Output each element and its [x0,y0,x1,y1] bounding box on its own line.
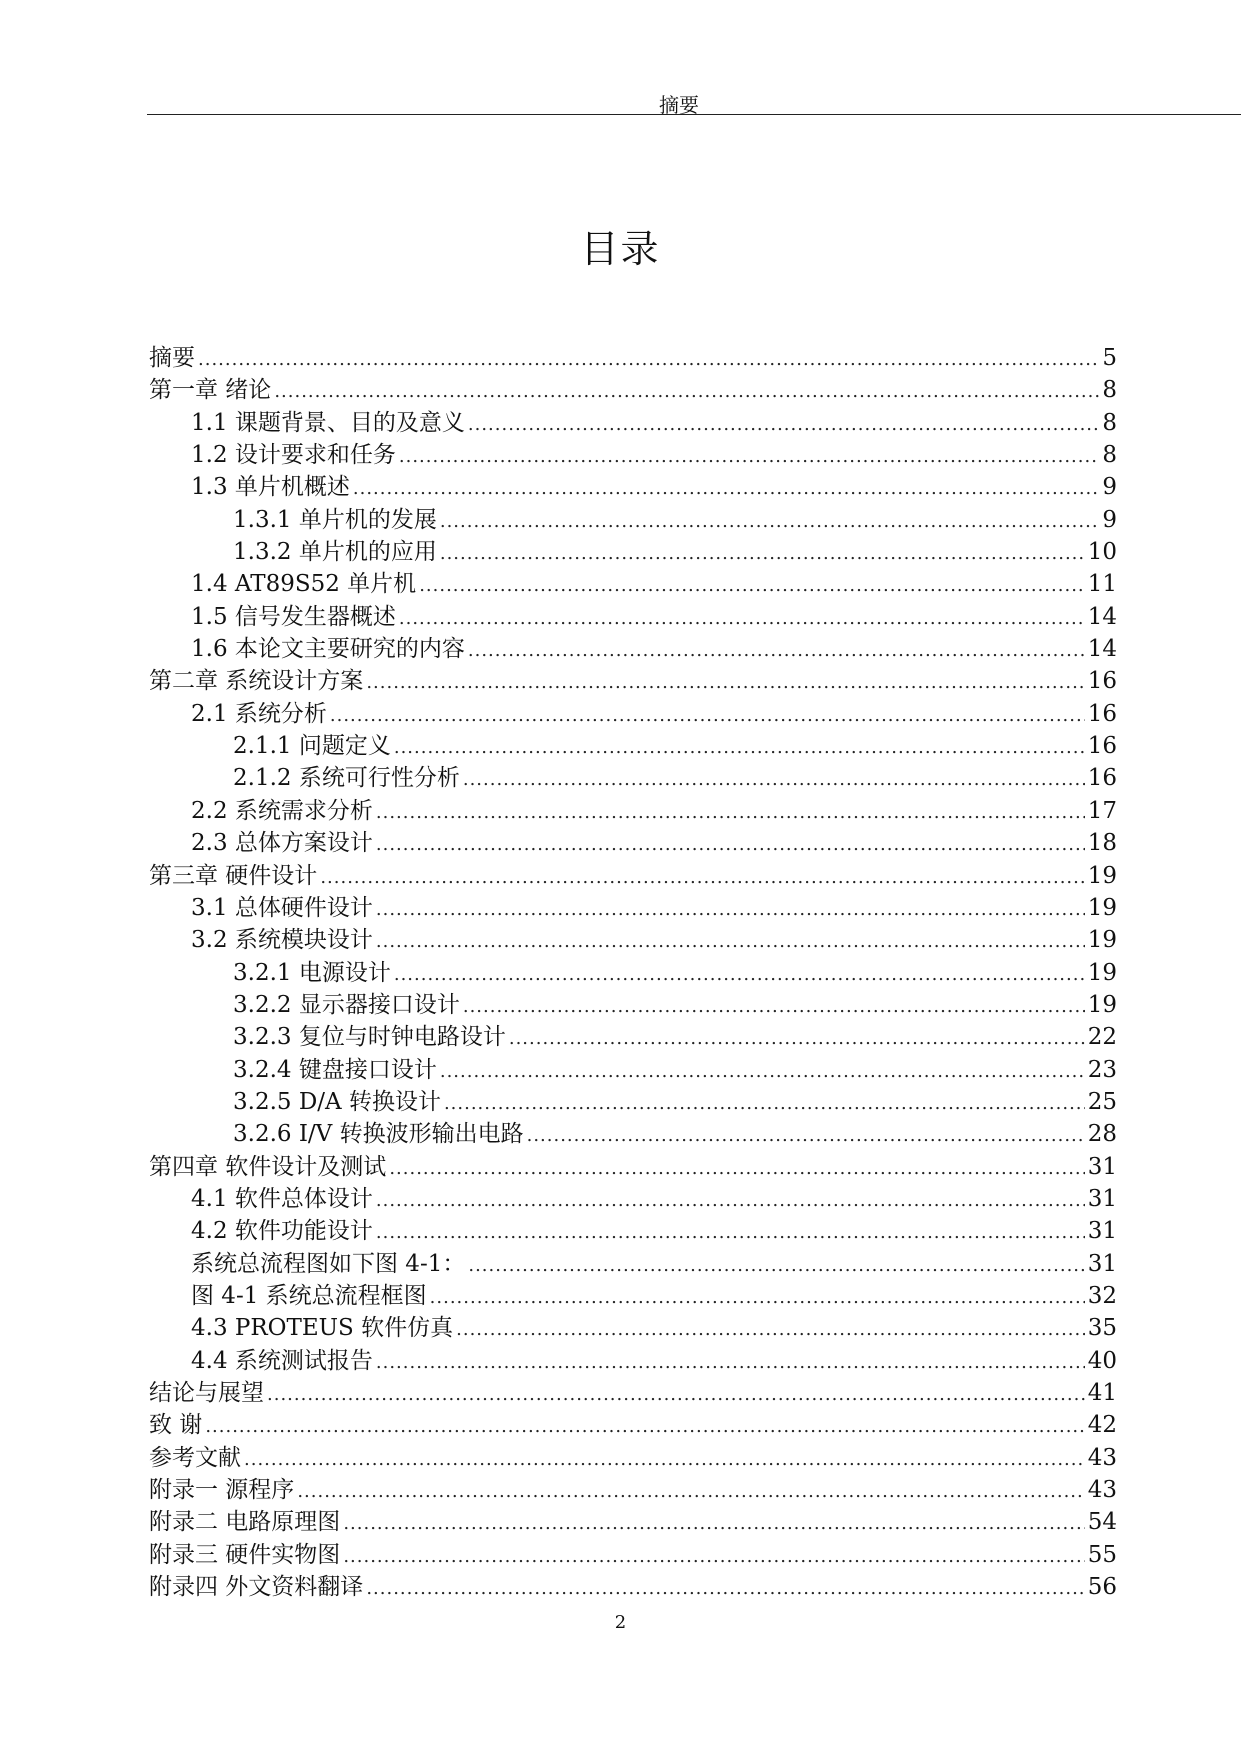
toc-dot-leader [399,441,1099,473]
toc-entry-page: 41 [1087,1380,1117,1406]
toc-entry-text: 3.2.3 复位与时钟电路设计 [233,1024,506,1051]
toc-entry-page: 16 [1087,668,1117,695]
toc-entry-page: 10 [1087,539,1117,566]
toc-dot-leader [463,991,1085,1023]
toc-title: 目录 [580,227,661,271]
toc-dot-leader [419,570,1085,602]
toc-entry[interactable] [149,892,1117,924]
toc-entry-text: 附录四 外文资料翻译 [149,1574,364,1601]
toc-entry-page: 55 [1087,1541,1117,1568]
toc-entry-text: 摘要 [149,345,195,371]
toc-entry-page: 19 [1087,927,1117,954]
toc-entry[interactable] [149,827,1117,859]
toc-entry-page: 19 [1087,991,1117,1018]
toc-dot-leader [389,1153,1084,1185]
toc-entry-text: 第二章 系统设计方案 [149,668,364,695]
toc-entry-text: 第四章 软件设计及测试 [149,1153,387,1180]
toc-entry[interactable] [149,1539,1117,1571]
toc-dot-leader [205,1411,1084,1443]
toc-entry[interactable] [149,536,1117,568]
toc-entry-text: 3.2 系统模块设计 [191,927,373,954]
toc-entry-page: 31 [1087,1250,1117,1277]
toc-entry-text: 附录三 硬件实物图 [149,1541,341,1568]
toc-entry-page: 23 [1087,1056,1117,1083]
toc-entry-page: 19 [1087,862,1117,889]
toc-dot-leader [527,1120,1085,1152]
toc-entry-text: 1.5 信号发生器概述 [191,603,396,630]
toc-dot-leader [376,1347,1085,1379]
toc-dot-leader [444,1088,1085,1120]
toc-entry[interactable] [149,1248,1117,1280]
toc-entry-text: 附录一 源程序 [149,1477,295,1504]
toc-dot-leader [198,344,1099,376]
toc-dot-leader [509,1023,1085,1055]
toc-dot-leader [440,538,1085,570]
toc-entry-text: 1.3 单片机概述 [191,474,350,501]
toc-entry[interactable] [149,1442,1117,1474]
toc-entry-page: 18 [1087,830,1117,857]
toc-dot-leader [440,1056,1085,1088]
toc-entry-text: 1.4 AT89S52 单片机 [191,571,417,598]
toc-entry-text: 4.3 PROTEUS 软件仿真 [191,1315,454,1342]
toc-entry-text: 第三章 硬件设计 [149,862,318,889]
toc-entry-page: 9 [1102,474,1117,501]
toc-dot-leader [376,797,1085,829]
toc-entry[interactable] [149,665,1117,697]
toc-entry-page: 11 [1087,571,1117,598]
toc-entry-page: 28 [1087,1121,1117,1148]
running-header-title: 摘要 [659,93,699,117]
toc-dot-leader [440,506,1100,538]
toc-entry-page: 35 [1087,1315,1117,1342]
toc-entry-page: 31 [1087,1218,1117,1245]
toc-entry-page: 22 [1087,1024,1117,1051]
toc-dot-leader [376,894,1085,926]
toc-entry[interactable] [149,504,1117,536]
toc-entry-page: 16 [1087,700,1117,727]
toc-dot-leader [353,473,1099,505]
toc-entry-text: 3.2.6 I/V 转换波形输出电路 [233,1121,524,1148]
toc-entry-page: 19 [1087,894,1117,921]
toc-entry-text: 2.1.2 系统可行性分析 [233,765,460,792]
toc-entry[interactable] [149,1312,1117,1344]
toc-entry-page: 16 [1087,733,1117,760]
toc-entry[interactable] [149,568,1117,600]
toc-entry[interactable] [149,1280,1117,1312]
toc-entry-text: 3.2.2 显示器接口设计 [233,991,460,1018]
toc-entry[interactable] [149,1118,1117,1150]
toc-entry-page: 40 [1087,1347,1117,1374]
toc-entry[interactable] [149,1377,1117,1409]
toc-entry[interactable] [149,1409,1117,1441]
page-number: 2 [614,1612,627,1633]
toc-entry-page: 16 [1087,765,1117,792]
toc-entry[interactable] [149,1571,1117,1603]
toc-dot-leader [468,409,1099,441]
toc-entry[interactable] [149,1474,1117,1506]
toc-dot-leader [297,1476,1084,1508]
toc-entry[interactable] [149,1215,1117,1247]
toc-entry-text: 2.1.1 问题定义 [233,733,391,760]
toc-dot-leader [343,1541,1084,1573]
toc-entry-page: 43 [1087,1444,1117,1471]
toc-entry-page: 56 [1087,1574,1117,1601]
toc-entry-page: 8 [1102,377,1117,404]
toc-entry[interactable] [149,762,1117,794]
toc-dot-leader [430,1282,1085,1314]
toc-dot-leader [376,1217,1085,1249]
toc-entry-text: 图 4-1 系统总流程框图 [191,1282,427,1309]
toc-dot-leader [376,1185,1085,1217]
toc-entry-text: 致 谢 [149,1412,203,1439]
toc-dot-leader [399,603,1085,635]
toc-entry-text: 系统总流程图如下图 4-1： [191,1250,466,1277]
toc-entry-text: 3.2.4 键盘接口设计 [233,1056,437,1083]
toc-entry-page: 32 [1087,1282,1117,1309]
toc-dot-leader [468,1250,1084,1282]
toc-entry-text: 结论与展望 [149,1380,264,1406]
toc-entry[interactable] [149,860,1117,892]
toc-entry[interactable] [149,439,1117,471]
toc-entry-text: 3.1 总体硬件设计 [191,894,373,921]
toc-dot-leader [366,667,1084,699]
toc-entry-text: 1.3.1 单片机的发展 [233,506,437,533]
toc-entry-page: 19 [1087,959,1117,986]
running-header [147,86,1241,115]
toc-entry[interactable] [149,407,1117,439]
toc-entry-page: 31 [1087,1153,1117,1180]
toc-entry-text: 3.2.5 D/A 转换设计 [233,1088,441,1115]
toc-dot-leader [366,1573,1084,1605]
toc-entry[interactable] [149,374,1117,406]
toc-entry-text: 4.4 系统测试报告 [191,1347,373,1374]
toc-entry-text: 第一章 绪论 [149,377,272,404]
toc-entry[interactable] [149,698,1117,730]
toc-dot-leader [394,732,1085,764]
toc-entry-text: 1.3.2 单片机的应用 [233,539,437,566]
toc-entry-page: 8 [1102,409,1117,436]
toc-entry-page: 25 [1087,1088,1117,1115]
toc-entry-text: 2.3 总体方案设计 [191,830,373,857]
toc-entry-page: 14 [1087,603,1117,630]
toc-entry-text: 1.2 设计要求和任务 [191,442,396,469]
toc-entry-page: 42 [1087,1412,1117,1439]
toc-entry[interactable] [149,795,1117,827]
toc-entry-text: 2.1 系统分析 [191,700,327,727]
toc-dot-leader [376,926,1085,958]
toc-entry[interactable] [149,1345,1117,1377]
toc-entry[interactable] [149,342,1117,374]
toc-entry-page: 8 [1102,442,1117,469]
toc-dot-leader [456,1314,1085,1346]
toc-entry-text: 附录二 电路原理图 [149,1509,341,1536]
toc-entry[interactable] [149,1086,1117,1118]
toc-entry[interactable] [149,730,1117,762]
toc-entry-page: 9 [1102,506,1117,533]
toc-entry[interactable] [149,471,1117,503]
toc-dot-leader [320,862,1084,894]
toc-entry[interactable] [149,633,1117,665]
toc-entry-page: 17 [1087,797,1117,824]
toc-entry[interactable] [149,1506,1117,1538]
toc-entry-text: 4.1 软件总体设计 [191,1185,373,1212]
toc-entry[interactable] [149,989,1117,1021]
toc-entry[interactable] [149,924,1117,956]
toc-entry[interactable] [149,957,1117,989]
toc-dot-leader [394,959,1085,991]
toc-dot-leader [267,1379,1085,1411]
toc-dot-leader [376,829,1085,861]
toc-entry-page: 14 [1087,636,1117,663]
toc-entry-text: 1.1 课题背景、目的及意义 [191,409,465,436]
toc-entry[interactable] [149,1054,1117,1086]
toc-entry-text: 2.2 系统需求分析 [191,797,373,824]
toc-entry-page: 31 [1087,1185,1117,1212]
toc-entry-text: 3.2.1 电源设计 [233,959,391,986]
toc-entry-text: 参考文献 [149,1444,241,1471]
toc-entry-page: 43 [1087,1477,1117,1504]
toc-dot-leader [468,635,1085,667]
toc-dot-leader [343,1508,1084,1540]
toc-entry[interactable] [149,1183,1117,1215]
toc-entry-page: 5 [1102,345,1117,371]
toc-entry-text: 4.2 软件功能设计 [191,1218,373,1245]
toc-dot-leader [330,700,1085,732]
toc-entry[interactable] [149,1151,1117,1183]
toc-entry-text: 1.6 本论文主要研究的内容 [191,636,465,663]
toc-dot-leader [463,764,1085,796]
toc-entry-page: 54 [1087,1509,1117,1536]
toc-dot-leader [244,1444,1085,1476]
toc-entry[interactable] [149,601,1117,633]
table-of-contents [149,342,1117,1603]
toc-entry[interactable] [149,1021,1117,1053]
toc-dot-leader [274,376,1099,408]
